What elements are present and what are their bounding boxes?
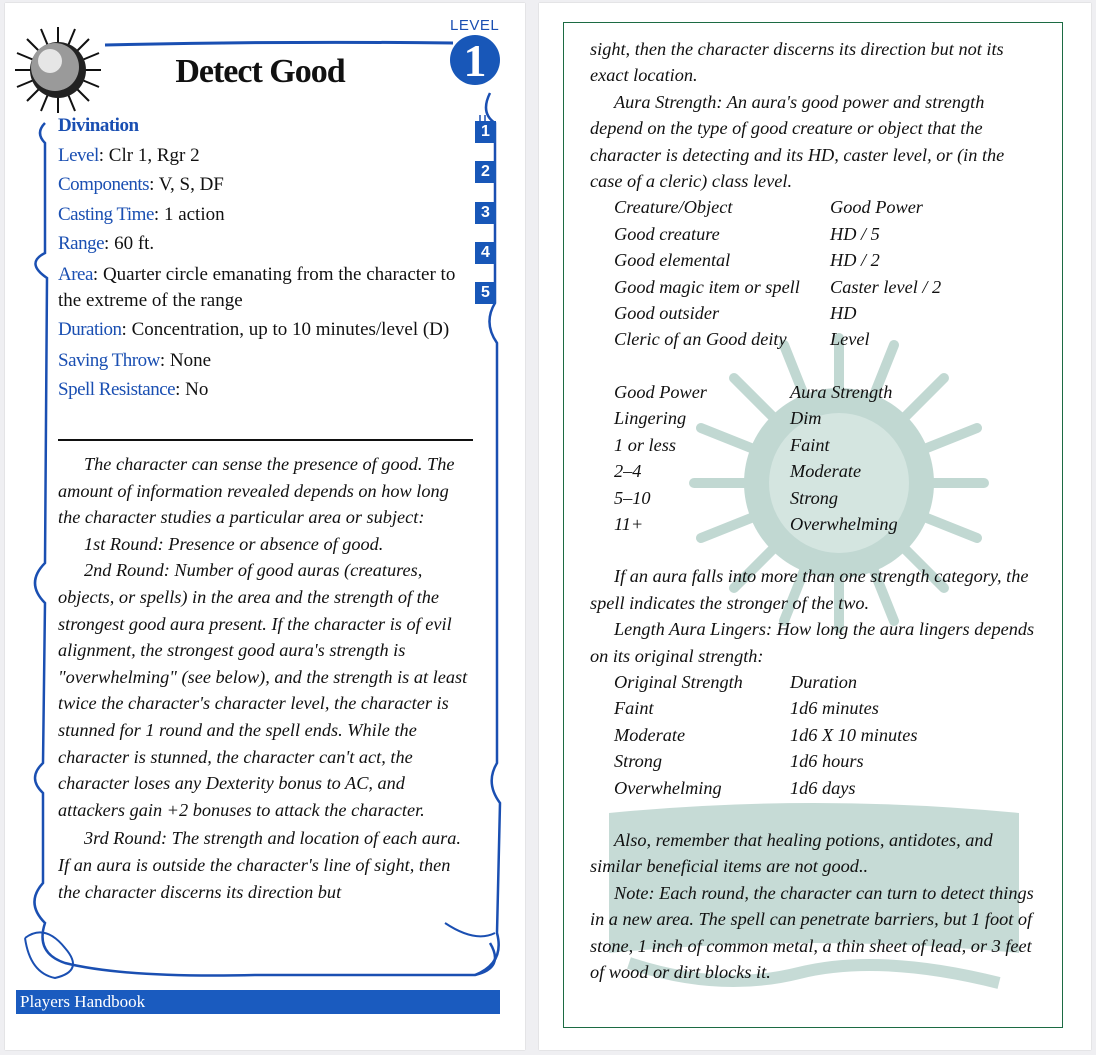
table-row: Cleric of an Good deity Level xyxy=(614,329,870,350)
stats-divider xyxy=(58,439,473,441)
table-row: Good outsider HD xyxy=(614,303,857,324)
table-row: 11+ Overwhelming xyxy=(614,513,898,534)
table-row: Good creature HD / 5 xyxy=(614,223,880,244)
table-header-row: Good Power Aura Strength xyxy=(614,381,893,402)
table-row: Good magic item or spell Caster level / 2 xyxy=(614,276,942,297)
stat-components: Components: V, S, DF xyxy=(58,174,224,195)
table-row: Moderate 1d6 X 10 minutes xyxy=(614,724,918,745)
description-paragraph: 1st Round: Presence or absence of good. xyxy=(84,533,384,554)
stat-duration: Duration: Concentration, up to 10 minutes/level (D) xyxy=(58,318,450,340)
sun-orb-icon xyxy=(13,25,103,115)
stat-area: Area: Quarter circle emanating from the character to the extreme of the range xyxy=(58,263,456,311)
aura-linger-table xyxy=(614,669,917,801)
good-power-table xyxy=(614,194,941,352)
description-paragraph: If an aura falls into more than one strength category, the spell indicates the stronger of the two. xyxy=(590,566,1029,613)
stat-casting-time: Casting Time: 1 action xyxy=(58,203,225,225)
spell-description xyxy=(58,451,473,905)
table-row: 2–4 Moderate xyxy=(614,461,862,482)
description-paragraph: Also, remember that healing potions, antidotes, and similar beneficial items are not good.. xyxy=(590,829,993,877)
spell-card-front xyxy=(5,3,525,1050)
stat-range: Range: 60 ft. xyxy=(58,233,155,254)
table-row: Faint 1d6 minutes xyxy=(614,698,879,719)
table-row: 1 or less Faint xyxy=(614,434,830,455)
table-row: 5–10 Strong xyxy=(614,487,839,508)
table-header-row: Creature/Object Good Power xyxy=(614,197,923,218)
level-number-badge: 1 xyxy=(450,35,500,85)
side-number-2: 2 xyxy=(475,161,496,183)
source-book-footer: Players Handbook xyxy=(16,990,500,1014)
side-number-4: 4 xyxy=(475,242,496,264)
table-header-row: Original Strength Duration xyxy=(614,671,858,692)
side-number-3: 3 xyxy=(475,202,496,224)
spell-school: Divination xyxy=(58,115,139,136)
aura-strength-table xyxy=(614,379,898,537)
level-label: LEVEL xyxy=(450,17,500,34)
stat-saving-throw: Saving Throw: None xyxy=(58,349,212,371)
description-paragraph: 2nd Round: Number of good auras (creatures, objects, or spells) in the area and the strength of the strongest good aura present. If the character is of evil alignment, the strongest good aura's strength is "overwhelming" (see below), and the strength is at least twice the character's character level, the character is stunned for 1 round and the spell ends. While the character is stunned, the character can't act, the character loses any Dexterity bonus to AC, and attackers gain +2 bonuses to attack the character. xyxy=(58,560,468,820)
side-number-1: 1 xyxy=(475,121,496,143)
table-row: Good elemental HD / 2 xyxy=(614,250,880,271)
table-row: Lingering Dim xyxy=(614,408,822,429)
description-paragraph: sight, then the character discerns its direction but not its exact location. xyxy=(590,39,1004,86)
description-paragraph: The character can sense the presence of good. The amount of information revealed depends on how long the character studies a particular area or subject: xyxy=(58,454,455,528)
table-row: Overwhelming 1d6 days xyxy=(614,777,856,798)
stat-level: Level: Clr 1, Rgr 2 xyxy=(58,144,200,166)
spell-stats xyxy=(58,111,468,405)
stat-spell-resistance: Spell Resistance: No xyxy=(58,379,209,400)
spell-description-continued xyxy=(590,36,1040,985)
spell-title: Detect Good xyxy=(175,53,345,90)
description-paragraph: 3rd Round: The strength and location of each aura. If an aura is outside the character's line of sight, then the character discerns its direction but xyxy=(58,828,461,902)
description-paragraph: Note: Each round, the character can turn to detect things in a new area. The spell can penetrate barriers, but 1 foot of stone, 1 inch of common metal, a thin sheet of lead, or 3 feet of wood or dirt blocks it. xyxy=(590,882,1034,982)
table-row: Strong 1d6 hours xyxy=(614,751,864,772)
description-paragraph: Aura Strength: An aura's good power and strength depend on the type of good creature or object that the character is detecting and its HD, caster level, or (in the case of a cleric) class level. xyxy=(590,91,1005,192)
description-paragraph: Length Aura Lingers: How long the aura lingers depends on its original strength: xyxy=(590,619,1035,666)
spell-card-back xyxy=(539,3,1091,1050)
side-number-5: 5 xyxy=(475,282,496,304)
